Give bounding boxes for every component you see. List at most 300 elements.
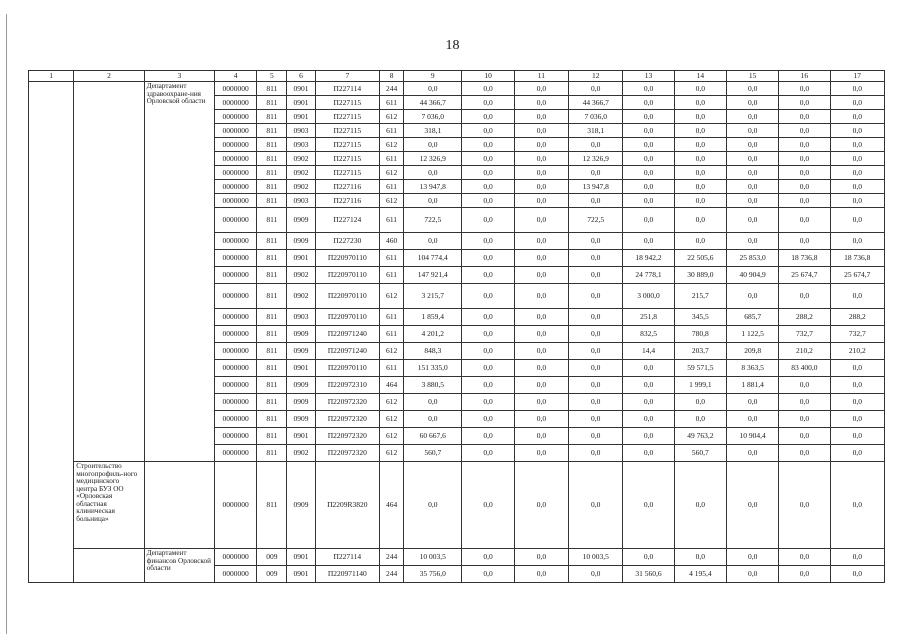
value-cell: 0,0 [623, 180, 674, 194]
value-cell: 811 [257, 462, 287, 549]
value-cell: 612 [380, 411, 404, 428]
value-cell: 0,0 [726, 110, 778, 124]
value-cell: 0,0 [830, 96, 884, 110]
value-cell: 0,0 [462, 233, 514, 250]
value-cell: 0,0 [726, 152, 778, 166]
value-cell: 0,0 [779, 152, 830, 166]
value-cell: 4 195,4 [674, 566, 726, 583]
value-cell: 0000000 [215, 267, 257, 284]
value-cell: 0,0 [569, 267, 623, 284]
value-cell: 0,0 [404, 166, 462, 180]
value-cell: 18 942,2 [623, 250, 674, 267]
value-cell: 560,7 [674, 445, 726, 462]
header-row [29, 71, 885, 82]
value-cell: 0902 [287, 166, 315, 180]
value-cell: 10 003,5 [569, 549, 623, 566]
value-cell: 0000000 [215, 309, 257, 326]
table-row [29, 462, 885, 549]
value-cell: 0,0 [623, 445, 674, 462]
value-cell: 612 [380, 194, 404, 208]
value-cell: 0,0 [830, 377, 884, 394]
value-cell: 0,0 [462, 284, 514, 309]
value-cell: 0,0 [514, 124, 568, 138]
value-cell: 0000000 [215, 411, 257, 428]
value-cell: 0,0 [514, 360, 568, 377]
value-cell: 0901 [287, 96, 315, 110]
value-cell: 0,0 [830, 233, 884, 250]
value-cell: 722,5 [404, 208, 462, 233]
value-cell: 0,0 [779, 428, 830, 445]
value-cell: 0,0 [623, 360, 674, 377]
value-cell: 811 [257, 445, 287, 462]
organization-cell: Департамент финансов Орловской области [144, 549, 214, 583]
value-cell: 0903 [287, 138, 315, 152]
value-cell: 0,0 [830, 284, 884, 309]
value-cell: 0,0 [569, 194, 623, 208]
value-cell: 0,0 [623, 166, 674, 180]
value-cell: 0909 [287, 208, 315, 233]
value-cell: 25 853,0 [726, 250, 778, 267]
value-cell: 40 904,9 [726, 267, 778, 284]
value-cell: 0,0 [404, 233, 462, 250]
value-cell: 0000000 [215, 180, 257, 194]
value-cell: 0,0 [779, 462, 830, 549]
value-cell: 811 [257, 250, 287, 267]
value-cell: 0000000 [215, 233, 257, 250]
value-cell: 811 [257, 377, 287, 394]
value-cell: 0,0 [779, 549, 830, 566]
header-cell: 13 [623, 71, 674, 82]
value-cell: 0,0 [830, 194, 884, 208]
value-cell: 0000000 [215, 428, 257, 445]
value-cell: 0909 [287, 343, 315, 360]
value-cell: 0,0 [514, 428, 568, 445]
value-cell: 0000000 [215, 166, 257, 180]
value-cell: П227115 [315, 166, 379, 180]
value-cell: 0901 [287, 360, 315, 377]
value-cell: 0,0 [404, 462, 462, 549]
value-cell: П2209R3820 [315, 462, 379, 549]
value-cell: 1 999,1 [674, 377, 726, 394]
value-cell: П220970110 [315, 309, 379, 326]
value-cell: 0,0 [462, 445, 514, 462]
header-cell: 11 [514, 71, 568, 82]
value-cell: 0,0 [830, 124, 884, 138]
page-margin-line [6, 14, 7, 634]
value-cell: 0000000 [215, 566, 257, 583]
value-cell: 611 [380, 208, 404, 233]
value-cell: 0,0 [569, 326, 623, 343]
value-cell: 0,0 [830, 428, 884, 445]
value-cell: 8 363,5 [726, 360, 778, 377]
value-cell: 0,0 [514, 394, 568, 411]
value-cell: 0,0 [830, 180, 884, 194]
value-cell: 0902 [287, 284, 315, 309]
value-cell: 0000000 [215, 343, 257, 360]
value-cell: 0902 [287, 180, 315, 194]
value-cell: 0,0 [462, 462, 514, 549]
value-cell: 0,0 [569, 411, 623, 428]
value-cell: 0,0 [726, 124, 778, 138]
value-cell: 210,2 [830, 343, 884, 360]
value-cell: П220972320 [315, 394, 379, 411]
value-cell: 0,0 [779, 166, 830, 180]
value-cell: П227116 [315, 180, 379, 194]
value-cell: 0,0 [674, 110, 726, 124]
value-cell: 611 [380, 250, 404, 267]
value-cell: 0,0 [726, 82, 778, 96]
value-cell: 732,7 [779, 326, 830, 343]
value-cell: 0901 [287, 250, 315, 267]
value-cell: 0,0 [779, 377, 830, 394]
value-cell: 0909 [287, 233, 315, 250]
value-cell: 0,0 [623, 208, 674, 233]
value-cell: 0,0 [830, 566, 884, 583]
value-cell: 0,0 [726, 138, 778, 152]
value-cell: 0,0 [726, 284, 778, 309]
value-cell: 0,0 [623, 377, 674, 394]
value-cell: 0,0 [674, 82, 726, 96]
value-cell: 811 [257, 96, 287, 110]
value-cell: 811 [257, 152, 287, 166]
value-cell: 0,0 [779, 566, 830, 583]
value-cell: 0,0 [726, 208, 778, 233]
header-cell: 3 [144, 71, 214, 82]
value-cell: 0,0 [779, 394, 830, 411]
value-cell: П227115 [315, 138, 379, 152]
value-cell: 685,7 [726, 309, 778, 326]
value-cell: 25 674,7 [779, 267, 830, 284]
value-cell: 1 859,4 [404, 309, 462, 326]
value-cell: 151 335,0 [404, 360, 462, 377]
value-cell: 009 [257, 566, 287, 583]
value-cell: 0901 [287, 549, 315, 566]
value-cell: 0,0 [830, 138, 884, 152]
value-cell: 0,0 [830, 394, 884, 411]
value-cell: 18 736,8 [830, 250, 884, 267]
value-cell: 31 560,6 [623, 566, 674, 583]
value-cell: 0902 [287, 267, 315, 284]
value-cell: 0,0 [514, 411, 568, 428]
value-cell: 0,0 [779, 411, 830, 428]
value-cell: 0,0 [779, 284, 830, 309]
value-cell: 0,0 [623, 462, 674, 549]
value-cell: П220970110 [315, 267, 379, 284]
value-cell: 0,0 [569, 462, 623, 549]
value-cell: 0,0 [404, 82, 462, 96]
value-cell: 0,0 [674, 96, 726, 110]
value-cell: 612 [380, 138, 404, 152]
value-cell: 0,0 [779, 82, 830, 96]
value-cell: 0901 [287, 110, 315, 124]
value-cell: 0,0 [462, 343, 514, 360]
project-cell: Строительство многопрофиль-ного медицинского центра БУЗ ОО «Орловская областная клиническая больница» [74, 462, 144, 549]
value-cell: 0,0 [623, 138, 674, 152]
value-cell: П220972310 [315, 377, 379, 394]
value-cell: 0,0 [623, 82, 674, 96]
value-cell: 0,0 [404, 411, 462, 428]
value-cell: 44 366,7 [569, 96, 623, 110]
value-cell: 460 [380, 233, 404, 250]
value-cell: П220971140 [315, 566, 379, 583]
value-cell: 0,0 [726, 549, 778, 566]
value-cell: 0,0 [569, 82, 623, 96]
value-cell: 0,0 [779, 138, 830, 152]
value-cell: 215,7 [674, 284, 726, 309]
value-cell: 13 947,8 [404, 180, 462, 194]
value-cell: 244 [380, 566, 404, 583]
value-cell: 811 [257, 394, 287, 411]
project-cell [74, 549, 144, 583]
value-cell: 0,0 [514, 566, 568, 583]
value-cell: 4 201,2 [404, 326, 462, 343]
value-cell: П220971240 [315, 326, 379, 343]
value-cell: 0903 [287, 124, 315, 138]
value-cell: 0,0 [514, 110, 568, 124]
value-cell: П227115 [315, 110, 379, 124]
header-cell: 16 [779, 71, 830, 82]
value-cell: 0,0 [726, 445, 778, 462]
value-cell: 811 [257, 124, 287, 138]
value-cell: 0000000 [215, 462, 257, 549]
value-cell: 35 756,0 [404, 566, 462, 583]
table-body [29, 71, 885, 583]
value-cell: 12 326,9 [569, 152, 623, 166]
value-cell: 0,0 [514, 377, 568, 394]
value-cell: 0,0 [462, 110, 514, 124]
value-cell: 0,0 [674, 152, 726, 166]
value-cell: 0,0 [569, 166, 623, 180]
table-row [29, 82, 885, 96]
budget-table [28, 70, 885, 583]
value-cell: 0,0 [779, 208, 830, 233]
value-cell: 0,0 [462, 180, 514, 194]
value-cell: 0000000 [215, 394, 257, 411]
value-cell: 811 [257, 284, 287, 309]
value-cell: 0902 [287, 445, 315, 462]
value-cell: 83 400,0 [779, 360, 830, 377]
value-cell: 0,0 [462, 566, 514, 583]
value-cell: 0,0 [674, 138, 726, 152]
value-cell: 732,7 [830, 326, 884, 343]
value-cell: 722,5 [569, 208, 623, 233]
value-cell: П220972320 [315, 428, 379, 445]
value-cell: 0000000 [215, 124, 257, 138]
organization-cell [144, 462, 214, 549]
value-cell: 0,0 [462, 428, 514, 445]
value-cell: 0000000 [215, 110, 257, 124]
value-cell: 0,0 [514, 138, 568, 152]
value-cell: 612 [380, 394, 404, 411]
value-cell: 0,0 [779, 124, 830, 138]
value-cell: 811 [257, 267, 287, 284]
header-cell: 14 [674, 71, 726, 82]
value-cell: 612 [380, 110, 404, 124]
value-cell: 244 [380, 82, 404, 96]
header-cell: 7 [315, 71, 379, 82]
value-cell: П227115 [315, 96, 379, 110]
value-cell: 0000000 [215, 208, 257, 233]
value-cell: 0,0 [623, 411, 674, 428]
value-cell: П227114 [315, 82, 379, 96]
value-cell: 612 [380, 166, 404, 180]
value-cell: 811 [257, 309, 287, 326]
value-cell: 44 366,7 [404, 96, 462, 110]
value-cell: 0,0 [462, 267, 514, 284]
header-cell: 17 [830, 71, 884, 82]
value-cell: 147 921,4 [404, 267, 462, 284]
value-cell: 611 [380, 309, 404, 326]
value-cell: 10 003,5 [404, 549, 462, 566]
value-cell: 1 122,5 [726, 326, 778, 343]
value-cell: 18 736,8 [779, 250, 830, 267]
value-cell: 203,7 [674, 343, 726, 360]
value-cell: 3 000,0 [623, 284, 674, 309]
value-cell: 0,0 [623, 110, 674, 124]
table-row [29, 549, 885, 566]
value-cell: 0,0 [569, 250, 623, 267]
value-cell: П220970110 [315, 250, 379, 267]
value-cell: 0,0 [569, 138, 623, 152]
value-cell: 0,0 [514, 343, 568, 360]
value-cell: 25 674,7 [830, 267, 884, 284]
value-cell: 0,0 [623, 549, 674, 566]
value-cell: 0,0 [462, 411, 514, 428]
value-cell: 811 [257, 180, 287, 194]
value-cell: 0,0 [462, 124, 514, 138]
value-cell: 0,0 [830, 445, 884, 462]
value-cell: 318,1 [569, 124, 623, 138]
value-cell: 0,0 [726, 166, 778, 180]
value-cell: 0,0 [514, 180, 568, 194]
value-cell: П227116 [315, 194, 379, 208]
value-cell: 0,0 [569, 394, 623, 411]
header-cell: 8 [380, 71, 404, 82]
value-cell: 811 [257, 194, 287, 208]
header-cell: 4 [215, 71, 257, 82]
value-cell: 0,0 [569, 309, 623, 326]
value-cell: 811 [257, 428, 287, 445]
value-cell: 0,0 [674, 180, 726, 194]
value-cell: 0,0 [462, 208, 514, 233]
value-cell: 612 [380, 284, 404, 309]
value-cell: П220970110 [315, 360, 379, 377]
value-cell: 0,0 [569, 343, 623, 360]
col1-cell [29, 82, 74, 583]
value-cell: П220972320 [315, 411, 379, 428]
value-cell: 611 [380, 152, 404, 166]
value-cell: 3 880,5 [404, 377, 462, 394]
value-cell: 611 [380, 326, 404, 343]
value-cell: 0,0 [462, 394, 514, 411]
value-cell: 0,0 [726, 194, 778, 208]
value-cell: 14,4 [623, 343, 674, 360]
value-cell: 7 036,0 [404, 110, 462, 124]
value-cell: 611 [380, 180, 404, 194]
value-cell: 612 [380, 343, 404, 360]
value-cell: 0,0 [726, 233, 778, 250]
value-cell: 12 326,9 [404, 152, 462, 166]
value-cell: 0903 [287, 194, 315, 208]
value-cell: 0,0 [623, 96, 674, 110]
value-cell: 0901 [287, 82, 315, 96]
value-cell: 0,0 [514, 549, 568, 566]
value-cell: 0,0 [779, 180, 830, 194]
page-number: 18 [445, 38, 460, 53]
value-cell: 0,0 [830, 110, 884, 124]
value-cell: 10 904,4 [726, 428, 778, 445]
value-cell: 0,0 [514, 250, 568, 267]
value-cell: 0000000 [215, 152, 257, 166]
value-cell: 0,0 [726, 411, 778, 428]
value-cell: 811 [257, 360, 287, 377]
value-cell: 0,0 [462, 166, 514, 180]
value-cell: 0000000 [215, 284, 257, 309]
value-cell: 0,0 [514, 309, 568, 326]
value-cell: 0,0 [514, 462, 568, 549]
value-cell: 0,0 [569, 445, 623, 462]
value-cell: 0909 [287, 377, 315, 394]
value-cell: 7 036,0 [569, 110, 623, 124]
value-cell: 0,0 [514, 194, 568, 208]
value-cell: 0,0 [674, 462, 726, 549]
value-cell: 0,0 [830, 82, 884, 96]
value-cell: 0,0 [623, 428, 674, 445]
value-cell: 1 881,4 [726, 377, 778, 394]
value-cell: 0000000 [215, 194, 257, 208]
value-cell: 0,0 [462, 82, 514, 96]
value-cell: 0,0 [830, 549, 884, 566]
value-cell: П227114 [315, 549, 379, 566]
value-cell: 0,0 [830, 152, 884, 166]
value-cell: 0,0 [514, 267, 568, 284]
value-cell: 0,0 [779, 194, 830, 208]
value-cell: 30 889,0 [674, 267, 726, 284]
value-cell: 288,2 [830, 309, 884, 326]
value-cell: 811 [257, 82, 287, 96]
value-cell: П220970110 [315, 284, 379, 309]
value-cell: 0,0 [830, 360, 884, 377]
value-cell: 3 215,7 [404, 284, 462, 309]
value-cell: 0909 [287, 462, 315, 549]
header-cell: 9 [404, 71, 462, 82]
value-cell: 811 [257, 343, 287, 360]
value-cell: 13 947,8 [569, 180, 623, 194]
value-cell: 0,0 [674, 411, 726, 428]
value-cell: 464 [380, 462, 404, 549]
value-cell: П227115 [315, 152, 379, 166]
value-cell: П227124 [315, 208, 379, 233]
value-cell: 0000000 [215, 250, 257, 267]
value-cell: 0,0 [674, 394, 726, 411]
value-cell: 0,0 [514, 233, 568, 250]
header-cell: 6 [287, 71, 315, 82]
value-cell: 0,0 [569, 233, 623, 250]
header-cell: 12 [569, 71, 623, 82]
value-cell: 0,0 [462, 549, 514, 566]
value-cell: 0,0 [674, 124, 726, 138]
value-cell: 0,0 [726, 180, 778, 194]
value-cell: 24 778,1 [623, 267, 674, 284]
value-cell: 0,0 [569, 428, 623, 445]
header-cell: 5 [257, 71, 287, 82]
value-cell: 0902 [287, 152, 315, 166]
value-cell: 464 [380, 377, 404, 394]
value-cell: 59 571,5 [674, 360, 726, 377]
value-cell: 0909 [287, 326, 315, 343]
value-cell: 0,0 [726, 566, 778, 583]
value-cell: 0,0 [462, 360, 514, 377]
